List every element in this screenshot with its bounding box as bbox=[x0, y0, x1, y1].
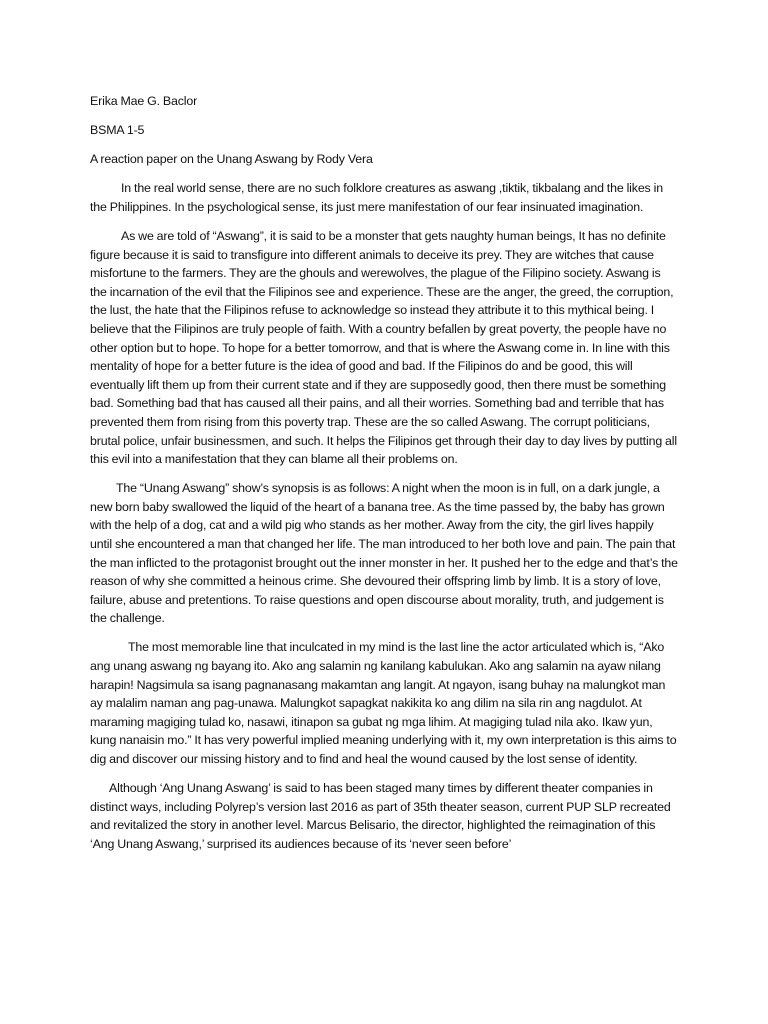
paragraph bbox=[90, 227, 678, 469]
course-section: BSMA 1-5 bbox=[90, 123, 145, 138]
paper-title: A reaction paper on the Unang Aswang by Rody Vera bbox=[90, 152, 373, 167]
author-name: Erika Mae G. Baclor bbox=[90, 94, 198, 108]
document-body bbox=[90, 92, 678, 864]
paragraph-text: The most memorable line that inculcated in my mind is the last line the actor articulated which is, “Ako ang unang aswang ng bayang ito. Ako ang salamin ng kanilang kabulukan. Ako ang salamin na ayaw nilang harapin! Nagsimula sa isang pagnanasang makamtan ang langit. At ngayon, isang buhay na malungkot man ay malalim naman ang pag-unawa. Malungkot sapagkat nakikita ko ang dilim na sila rin ang nagdulot. At maraming magiging tulad ko, nasawi, itinapon sa gubat ng mga lihim. At magiging tulad nila ako. Ikaw yun, kung nanaisin mo.” It has very powerful implied meaning underlying with it, my own interpretation is this aims to dig and discover our missing history and to find and heal the wound caused by the lost sense of identity. bbox=[90, 640, 677, 766]
paragraph-text: In the real world sense, there are no such folklore creatures as aswang ,tiktik, tikbalang and the likes in the Philippines. In the psychological sense, its just mere manifestation of our fear insinuated imagination. bbox=[90, 181, 663, 214]
paragraph bbox=[90, 638, 678, 768]
paragraph-text: The “Unang Aswang” show’s synopsis is as follows: A night when the moon is in full, on a dark jungle, a new born baby swallowed the liquid of the heart of a banana tree. As the time passed by, the baby has grown with the help of a dog, cat and a wild pig who stands as her mother. Away from the city, the girl lives happily until she encountered a man that changed her life. The man introduced to her both love and pain. The pain that the man inflicted to the protagonist brought out the inner monster in her. It pushed her to the edge and that’s the reason of why she committed a heinous crime. She devoured their offspring limb by limb. It is a story of love, failure, abuse and pretentions. To raise questions and open discourse about morality, truth, and judgement is the challenge. bbox=[90, 481, 678, 626]
paragraph bbox=[90, 479, 678, 628]
paragraph-text: As we are told of “Aswang”, it is said to be a monster that gets naughty human beings, It has no definite figure because it is said to transfigure into different animals to deceive its prey. They are witches that cause misfortune to the farmers. They are the ghouls and werewolves, the plague of the Filipino society. Aswang is the incarnation of the evil that the Filipinos see and experience. These are the anger, the greed, the corruption, the lust, the hate that the Filipinos refuse to acknowledge so instead they attribute it to this mythical being. I believe that the Filipinos are truly people of faith. With a country befallen by great poverty, the people have no other option but to hope. To hope for a better tomorrow, and that is where the Aswang come in. In line with this mentality of hope for a better future is the idea of good and bad. If the Filipinos do and be good, this will eventually lift them up from their current state and if they are supposedly good, then there must be something bad. Something bad that has caused all their pains, and all their worries. Something bad and terrible that has prevented them from rising from this poverty trap. These are the so called Aswang. The corrupt politicians, brutal police, unfair businessmen, and such. It helps the Filipinos get through their day to day lives by putting all this evil into a manifestation that they can blame all their problems on. bbox=[90, 228, 677, 467]
paragraph bbox=[90, 779, 678, 853]
paragraph bbox=[90, 179, 678, 216]
paragraph-text: Although ‘Ang Unang Aswang’ is said to has been staged many times by different theater companies in distinct ways, including Polyrep’s version last 2016 as part of 35th theater season, current PUP SLP recreated and revitalized the story in another level. Marcus Belisario, the director, highlighted the reimagination of this ‘Ang Unang Aswang,’ surprised its audiences because of its ‘never seen before’ bbox=[90, 781, 671, 851]
